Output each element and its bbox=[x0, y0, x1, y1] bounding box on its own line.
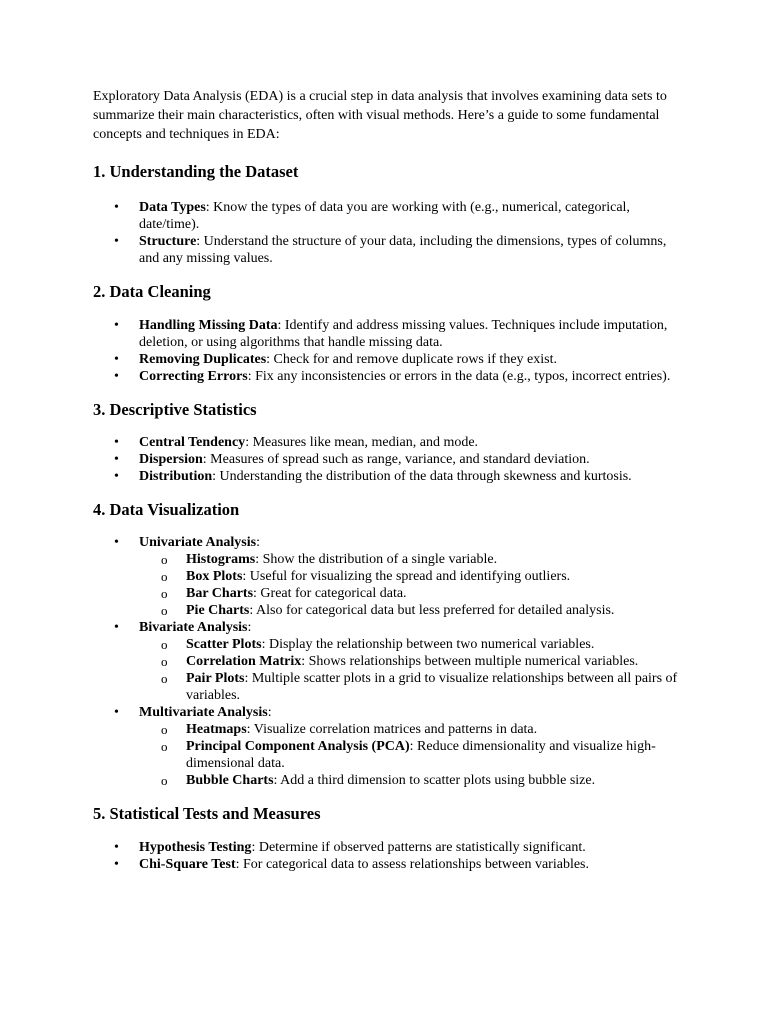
item-term: Multivariate Analysis bbox=[139, 705, 268, 720]
circle-bullet-icon: o bbox=[161, 603, 168, 618]
sub-list-item bbox=[93, 551, 683, 568]
sub-item-term: Scatter Plots bbox=[186, 637, 262, 652]
sub-list-item bbox=[93, 585, 683, 602]
bullet-icon: • bbox=[114, 452, 119, 467]
bullet-icon: • bbox=[114, 705, 119, 720]
sub-list-item bbox=[93, 670, 683, 704]
bullet-icon: • bbox=[114, 469, 119, 484]
sub-list-item bbox=[93, 653, 683, 670]
sub-item-desc: : Useful for visualizing the spread and identifying outliers. bbox=[242, 569, 571, 584]
sub-item-desc: : Reduce dimensionality and visualize high-dimensional data. bbox=[186, 739, 656, 771]
bullet-icon: • bbox=[114, 857, 119, 872]
list-item bbox=[93, 351, 683, 368]
list-item bbox=[93, 434, 683, 451]
item-desc: : Fix any inconsistencies or errors in the data (e.g., typos, incorrect entries). bbox=[247, 369, 671, 384]
sub-item-desc: : Multiple scatter plots in a grid to visualize relationships between all pairs of variables. bbox=[186, 671, 678, 703]
item-desc: : bbox=[247, 620, 252, 635]
circle-bullet-icon: o bbox=[161, 569, 168, 584]
section-heading-data-cleaning: 2. Data Cleaning bbox=[93, 282, 211, 301]
sub-item-term: Correlation Matrix bbox=[186, 654, 302, 669]
item-term: Handling Missing Data bbox=[139, 318, 278, 333]
section-4-list bbox=[93, 534, 683, 789]
sub-item-term: Bar Charts bbox=[186, 586, 254, 601]
list-item bbox=[93, 619, 683, 704]
circle-bullet-icon: o bbox=[161, 722, 168, 737]
item-term: Correcting Errors bbox=[139, 369, 248, 384]
sub-item-term: Bubble Charts bbox=[186, 773, 274, 788]
bullet-icon: • bbox=[114, 234, 119, 249]
section-1-list bbox=[93, 199, 683, 267]
list-item bbox=[93, 368, 683, 385]
circle-bullet-icon: o bbox=[161, 671, 168, 686]
section-heading-descriptive-statistics: 3. Descriptive Statistics bbox=[93, 400, 257, 419]
document-page bbox=[93, 87, 683, 873]
sub-list-item bbox=[93, 636, 683, 653]
item-term: Dispersion bbox=[139, 452, 203, 467]
section-5-list bbox=[93, 839, 683, 873]
item-desc: : Understand the structure of your data, including the dimensions, types of columns, and any missing values. bbox=[139, 234, 667, 266]
list-item bbox=[93, 199, 683, 233]
sub-list bbox=[139, 721, 683, 789]
intro-paragraph: Exploratory Data Analysis (EDA) is a crucial step in data analysis that involves examining data sets to summarize their main characteristics, often with visual methods. Here’s a guide to some fundamental concepts and techniques in EDA: bbox=[93, 89, 667, 142]
item-term: Chi-Square Test bbox=[139, 857, 236, 872]
sub-list-item bbox=[93, 721, 683, 738]
item-term: Central Tendency bbox=[139, 435, 246, 450]
sub-list bbox=[139, 551, 683, 619]
sub-item-desc: : Add a third dimension to scatter plots using bubble size. bbox=[273, 773, 596, 788]
bullet-icon: • bbox=[114, 840, 119, 855]
bullet-icon: • bbox=[114, 620, 119, 635]
sub-list-item bbox=[93, 738, 683, 772]
sub-list-item bbox=[93, 772, 683, 789]
item-desc: : bbox=[256, 535, 260, 550]
bullet-icon: • bbox=[114, 535, 119, 550]
section-heading-statistical-tests: 5. Statistical Tests and Measures bbox=[93, 804, 321, 823]
sub-item-term: Heatmaps bbox=[186, 722, 247, 737]
sub-item-desc: : Also for categorical data but less preferred for detailed analysis. bbox=[249, 603, 615, 618]
sub-list-item bbox=[93, 602, 683, 619]
sub-item-desc: : Great for categorical data. bbox=[253, 586, 407, 601]
bullet-icon: • bbox=[114, 352, 119, 367]
section-3-list bbox=[93, 434, 683, 485]
item-desc: : Know the types of data you are working with (e.g., numerical, categorical, date/time). bbox=[139, 200, 630, 232]
bullet-icon: • bbox=[114, 369, 119, 384]
item-term: Structure bbox=[139, 234, 197, 249]
item-desc: : Check for and remove duplicate rows if they exist. bbox=[266, 352, 557, 367]
section-heading-understanding-dataset: 1. Understanding the Dataset bbox=[93, 162, 299, 181]
sub-list bbox=[139, 636, 683, 704]
section-2-list bbox=[93, 317, 683, 385]
list-item bbox=[93, 233, 683, 267]
item-desc: : Measures of spread such as range, variance, and standard deviation. bbox=[202, 452, 590, 467]
sub-item-term: Box Plots bbox=[186, 569, 243, 584]
circle-bullet-icon: o bbox=[161, 552, 168, 567]
item-term: Data Types bbox=[139, 200, 206, 215]
bullet-icon: • bbox=[114, 435, 119, 450]
item-desc: : Identify and address missing values. Techniques include imputation, deletion, or using algorithms that handle missing data. bbox=[139, 318, 668, 350]
sub-item-term: Histograms bbox=[186, 552, 256, 567]
item-term: Bivariate Analysis bbox=[139, 620, 248, 635]
circle-bullet-icon: o bbox=[161, 739, 168, 754]
list-item bbox=[93, 839, 683, 856]
list-item bbox=[93, 534, 683, 619]
item-desc: : Measures like mean, median, and mode. bbox=[245, 435, 479, 450]
bullet-icon: • bbox=[114, 318, 119, 333]
circle-bullet-icon: o bbox=[161, 586, 168, 601]
circle-bullet-icon: o bbox=[161, 773, 168, 788]
sub-item-term: Pair Plots bbox=[186, 671, 245, 686]
circle-bullet-icon: o bbox=[161, 654, 168, 669]
item-desc: : Understanding the distribution of the data through skewness and kurtosis. bbox=[212, 469, 632, 484]
sub-item-desc: : Display the relationship between two numerical variables. bbox=[261, 637, 595, 652]
list-item bbox=[93, 704, 683, 789]
item-term: Hypothesis Testing bbox=[139, 840, 252, 855]
item-desc: : For categorical data to assess relationships between variables. bbox=[235, 857, 589, 872]
list-item bbox=[93, 856, 683, 873]
section-heading-data-visualization: 4. Data Visualization bbox=[93, 500, 240, 519]
sub-list-item bbox=[93, 568, 683, 585]
list-item bbox=[93, 317, 683, 351]
sub-item-desc: : Visualize correlation matrices and patterns in data. bbox=[246, 722, 538, 737]
circle-bullet-icon: o bbox=[161, 637, 168, 652]
item-term: Removing Duplicates bbox=[139, 352, 267, 367]
item-desc: : Determine if observed patterns are statistically significant. bbox=[251, 840, 586, 855]
list-item bbox=[93, 468, 683, 485]
sub-item-term: Principal Component Analysis (PCA) bbox=[186, 739, 410, 754]
item-term: Univariate Analysis bbox=[139, 535, 257, 550]
item-desc: : bbox=[267, 705, 272, 720]
sub-item-term: Pie Charts bbox=[186, 603, 250, 618]
sub-item-desc: : Show the distribution of a single variable. bbox=[255, 552, 498, 567]
item-term: Distribution bbox=[139, 469, 213, 484]
list-item bbox=[93, 451, 683, 468]
bullet-icon: • bbox=[114, 200, 119, 215]
sub-item-desc: : Shows relationships between multiple numerical variables. bbox=[301, 654, 639, 669]
